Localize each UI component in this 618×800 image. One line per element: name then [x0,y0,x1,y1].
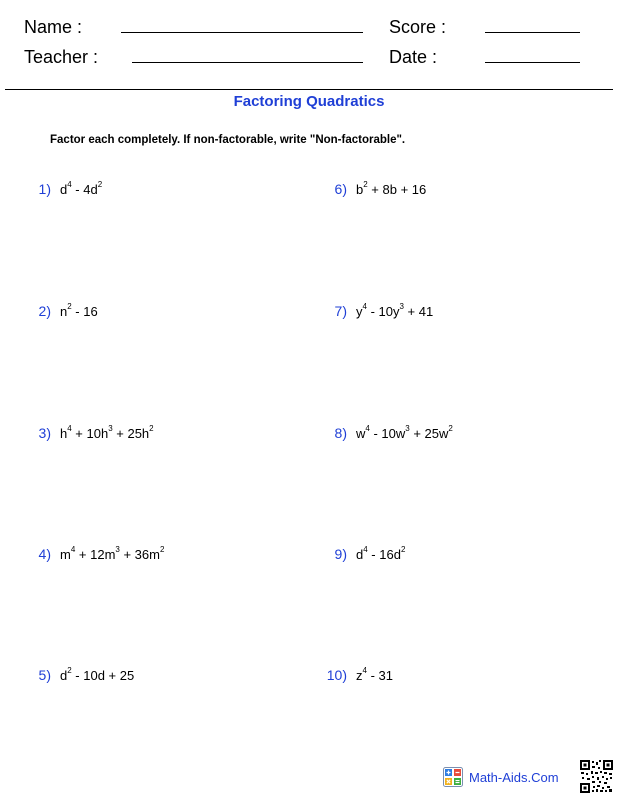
score-label: Score : [389,17,447,37]
problem-expression: $z^4 - 31$ [356,665,393,683]
page-title: Factoring Quadratics [233,93,385,110]
teacher-line [132,62,363,63]
problem-expression: $n^2 - 16$ [60,301,98,319]
problem-number: 9) [334,546,347,562]
qr-code-icon [580,760,613,793]
problem-item [21,424,154,443]
problem-item [317,424,453,443]
instructions: Factor each completely. If non-factorable, write "Non-factorable". [50,134,406,146]
teacher-label: Teacher : [24,47,99,67]
date-label: Date : [389,47,438,67]
problem-item [21,666,134,685]
calculator-icon [443,767,463,787]
problem-expression: $d^2 - 10d + 25$ [60,665,135,683]
site-link[interactable]: Math-Aids.Com [469,770,559,785]
problem-number: 8) [334,425,347,441]
problem-item [21,180,102,199]
problem-number: 4) [38,546,51,562]
date-line [485,62,580,63]
problem-item [317,666,393,685]
problem-number: 7) [334,303,347,319]
problem-item [317,545,405,564]
problem-item [317,302,433,321]
header-divider [5,89,613,90]
problem-number: 3) [38,425,51,441]
problem-expression: $b^2 + 8b + 16$ [356,179,427,197]
problem-expression: $w^4 - 10w^3 + 25w^2$ [356,423,453,441]
problem-item [21,302,98,321]
problem-expression: $h^4 + 10h^3 + 25h^2$ [60,423,154,441]
problem-expression: $y^4 - 10y^3 + 41$ [356,301,434,319]
score-line [485,32,580,33]
name-line [121,32,363,33]
problem-number: 2) [38,303,51,319]
problem-number: 5) [38,667,51,683]
problem-expression: $m^4 + 12m^3 + 36m^2$ [60,544,165,562]
problem-item [21,545,164,564]
problem-expression: $d^4 - 4d^2$ [60,179,103,197]
problem-number: 6) [334,181,347,197]
problem-expression: $d^4 - 16d^2$ [356,544,406,562]
problem-item [317,180,426,199]
name-label: Name : [24,17,83,37]
problem-number: 10) [326,667,347,683]
problem-number: 1) [38,181,51,197]
